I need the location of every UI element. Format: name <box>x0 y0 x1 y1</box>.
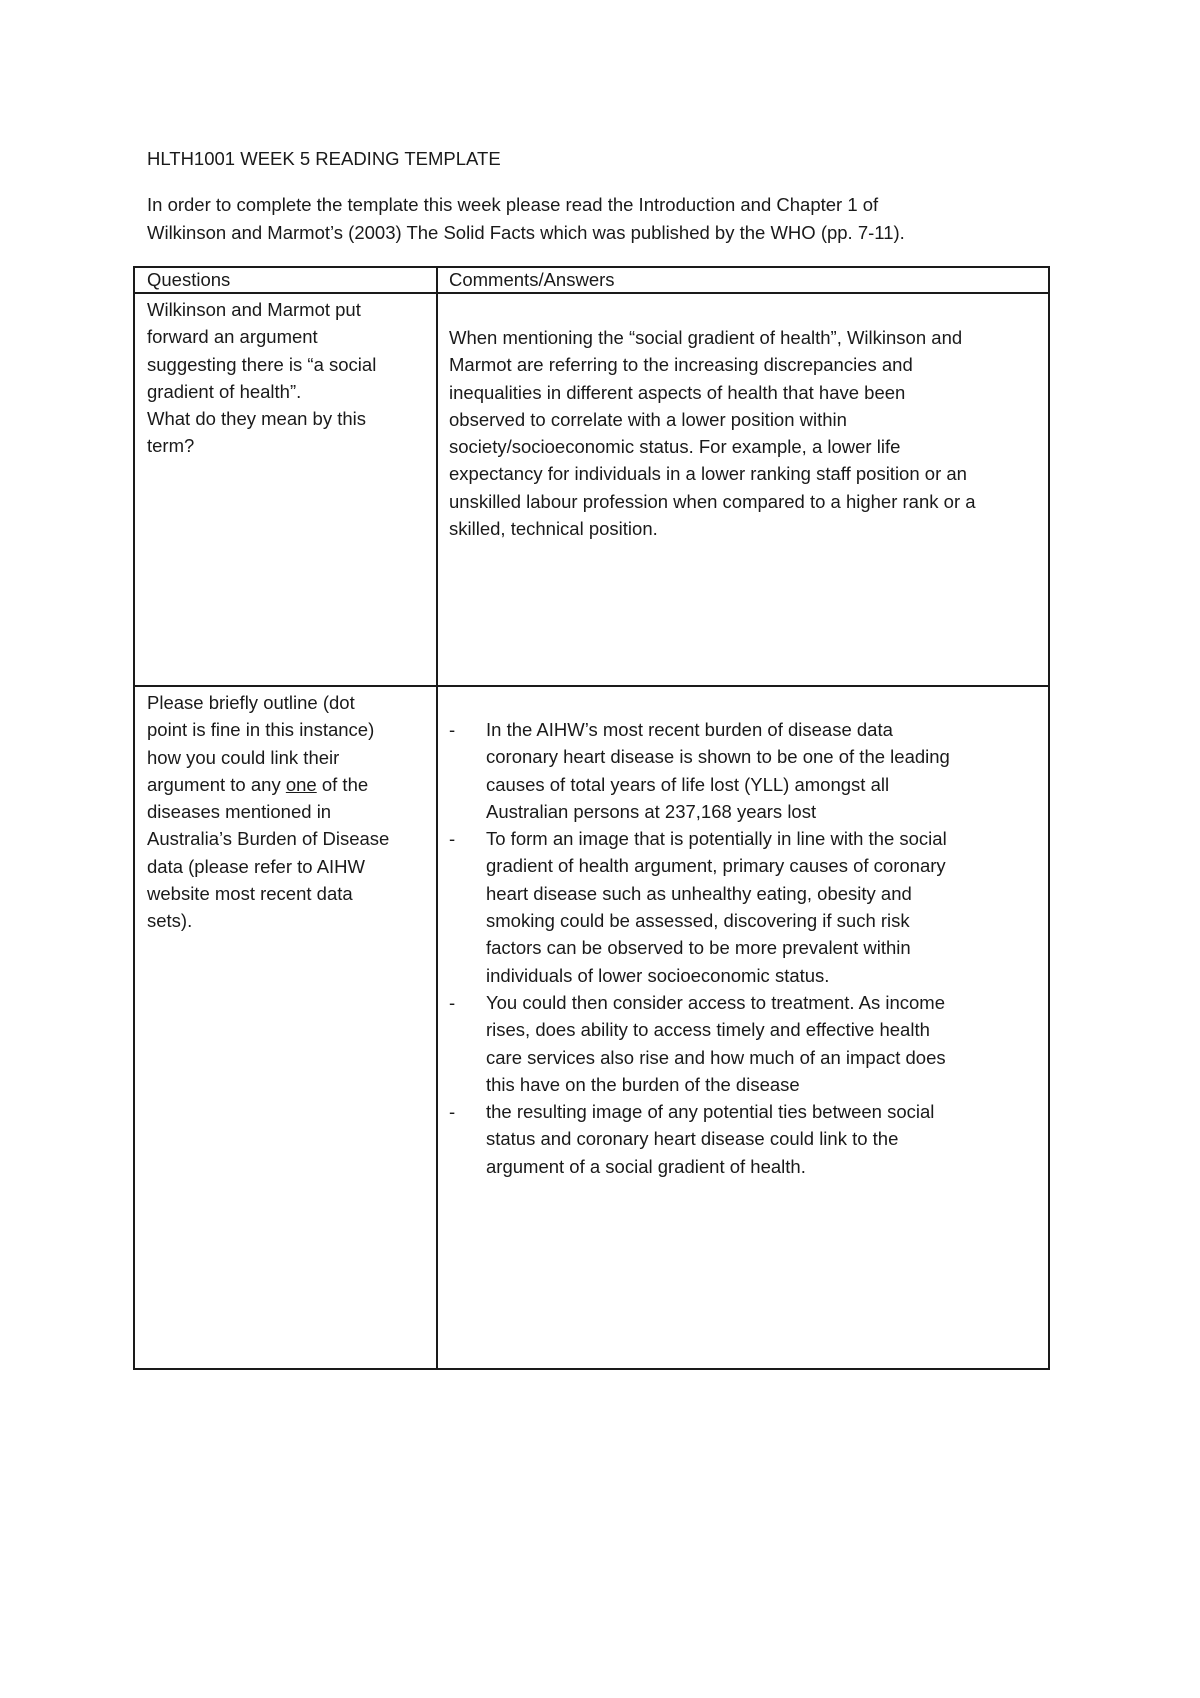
question-line: website most recent data <box>147 883 353 905</box>
question-line: suggesting there is “a social <box>147 353 377 375</box>
answer-line: observed to correlate with a lower position within <box>449 408 847 430</box>
answer-line: unskilled labour profession when compared to a higher rank or a <box>449 490 976 512</box>
bullet-line: smoking could be assessed, discovering if such risk <box>486 910 910 932</box>
dash-bullet: - <box>449 1101 456 1123</box>
bullet-line: You could then consider access to treatment. As income <box>486 991 945 1013</box>
row2-answer-list <box>449 716 950 1180</box>
bullet-line: argument of a social gradient of health. <box>486 1155 806 1177</box>
list-item <box>449 989 950 1098</box>
row1-question <box>147 296 376 460</box>
question-line: point is fine in this instance) <box>147 719 375 741</box>
row-divider <box>133 685 1050 687</box>
question-line-suffix: of the <box>316 773 369 795</box>
list-item <box>449 1098 950 1180</box>
question-line-text: argument to any <box>147 773 281 795</box>
bullet-line: care services also rise and how much of an impact does <box>486 1046 946 1068</box>
row1-answer <box>449 324 976 542</box>
question-line: forward an argument <box>147 326 318 348</box>
bullet-line: this have on the burden of the disease <box>486 1073 800 1095</box>
dash-bullet: - <box>449 828 456 850</box>
dash-bullet: - <box>449 991 456 1013</box>
underlined-word: one <box>285 773 317 795</box>
answer-line: When mentioning the “social gradient of health”, Wilkinson and <box>449 327 963 348</box>
dash-bullet: - <box>449 719 456 740</box>
row2-question <box>147 689 389 935</box>
question-line: What do they mean by this <box>147 408 367 430</box>
intro-paragraph <box>147 191 905 247</box>
question-line: Australia’s Burden of Disease <box>147 828 390 850</box>
answer-line: Marmot are referring to the increasing discrepancies and <box>449 354 913 376</box>
intro-line: Wilkinson and Marmot’s (2003) The Solid Facts which was published by the WHO (pp. 7-11). <box>147 222 905 243</box>
question-line: how you could link their <box>147 746 340 768</box>
answer-line: expectancy for individuals in a lower ranking staff position or an <box>449 463 967 485</box>
bullet-line: In the AIHW’s most recent burden of disease data <box>486 719 893 740</box>
column-header-questions: Questions <box>147 269 231 290</box>
bullet-line: To form an image that is potentially in line with the social <box>486 828 947 850</box>
bullet-line: heart disease such as unhealthy eating, obesity and <box>486 882 912 904</box>
bullet-line: coronary heart disease is shown to be one of the leading <box>486 746 950 768</box>
list-item <box>449 716 950 825</box>
bullet-line: rises, does ability to access timely and effective health <box>486 1019 930 1041</box>
page-title: HLTH1001 WEEK 5 READING TEMPLATE <box>147 148 501 169</box>
question-line: diseases mentioned in <box>147 801 332 823</box>
answer-line: society/socioeconomic status. For example, a lower life <box>449 436 901 458</box>
bullet-line: causes of total years of life lost (YLL) amongst all <box>486 773 890 795</box>
question-line <box>147 771 389 798</box>
bullet-line: individuals of lower socioeconomic status. <box>486 964 830 986</box>
question-line: Wilkinson and Marmot put <box>147 299 361 320</box>
header-row-divider <box>133 292 1050 294</box>
answer-line: inequalities in different aspects of health that have been <box>449 381 906 403</box>
answer-line: skilled, technical position. <box>449 518 658 540</box>
bullet-line: status and coronary heart disease could link to the <box>486 1128 899 1150</box>
list-item <box>449 825 950 989</box>
bullet-line: Australian persons at 237,168 years lost <box>486 800 817 822</box>
intro-line: In order to complete the template this week please read the Introduction and Chapter 1 of <box>147 194 879 215</box>
bullet-line: factors can be observed to be more prevalent within <box>486 937 911 959</box>
column-header-answers: Comments/Answers <box>449 269 615 290</box>
question-line: term? <box>147 435 195 457</box>
question-line: gradient of health”. <box>147 380 302 402</box>
question-line: data (please refer to AIHW <box>147 855 365 877</box>
question-line: sets). <box>147 910 193 932</box>
column-divider <box>436 266 438 1370</box>
bullet-line: the resulting image of any potential ties between social <box>486 1101 935 1123</box>
bullet-line: gradient of health argument, primary causes of coronary <box>486 855 946 877</box>
question-line: Please briefly outline (dot <box>147 692 355 713</box>
